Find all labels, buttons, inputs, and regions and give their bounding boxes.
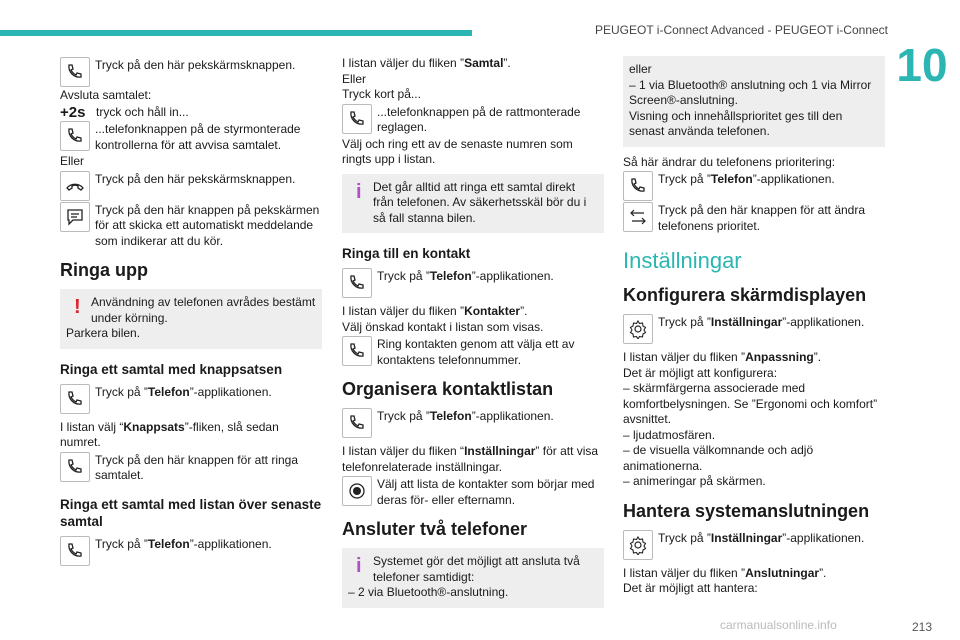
step-text: Tryck på ”Inställningar”-applikationen. bbox=[658, 530, 865, 545]
subsection-title: Ringa ett samtal med knappsatsen bbox=[60, 361, 283, 377]
phone-icon bbox=[60, 57, 90, 87]
info-text: Systemet gör det möjligt att ansluta två telefoner samtidigt: bbox=[373, 554, 580, 584]
gear-icon bbox=[623, 314, 653, 344]
gear-icon bbox=[623, 530, 653, 560]
step-text: Tryck på den här pekskärmsknappen. bbox=[95, 58, 296, 72]
swap-arrows-icon bbox=[623, 202, 653, 232]
step-text: Tryck på den här knappen för att ändra telefonens prioritet. bbox=[658, 203, 866, 233]
subsection-title: Ringa till en kontakt bbox=[342, 246, 471, 261]
warning-icon: ! bbox=[74, 296, 81, 318]
step-text: ...telefonknappen på de rattmonterade reglagen. bbox=[377, 104, 581, 134]
step-row bbox=[623, 314, 885, 344]
option-1: – skärmfärgerna associerade med komfortbelysningen. Se ”Ergonomi och komfort” avsnittet. bbox=[623, 381, 878, 426]
info-text: Det går alltid att ringa ett samtal direkt från telefonen. Av säkerhetsskäl bör du i så fall stanna bilen. bbox=[373, 179, 587, 225]
phone-icon bbox=[342, 268, 372, 298]
chapter-section-title: Inställningar bbox=[623, 248, 742, 273]
phone-icon bbox=[342, 408, 372, 438]
option-4: – animeringar på skärmen. bbox=[623, 474, 766, 488]
or-label: Eller bbox=[60, 154, 85, 168]
step-text: Tryck på ”Telefon”-applikationen. bbox=[377, 269, 554, 283]
column-2 bbox=[342, 56, 604, 616]
header-accent-bar bbox=[0, 30, 472, 36]
or-label: Eller bbox=[342, 71, 367, 86]
message-icon bbox=[60, 202, 90, 232]
column-3 bbox=[623, 56, 885, 597]
phone-icon bbox=[623, 171, 653, 201]
phone-icon bbox=[60, 384, 90, 414]
step-row bbox=[342, 336, 604, 368]
priority-text: Så här ändrar du telefonens prioritering: bbox=[623, 154, 836, 169]
hang-up-icon bbox=[60, 171, 90, 201]
keypad-text: I listan välj “Knappsats”-fliken, slå sedan numret. bbox=[60, 419, 279, 449]
info-text: eller bbox=[629, 62, 652, 76]
step-text: Tryck på den här knappen för att ringa samtalet. bbox=[95, 452, 299, 482]
watermark: carmanualsonline.info bbox=[720, 618, 837, 632]
contacts-tab-text: I listan väljer du fliken ”Kontakter”. bbox=[342, 304, 528, 318]
step-text: Tryck på ”Telefon”-applikationen. bbox=[95, 384, 272, 399]
step-row bbox=[60, 202, 322, 250]
step-row bbox=[623, 171, 885, 201]
can-configure-text: Det är möjligt att konfigurera: bbox=[623, 365, 778, 380]
settings-tab-text: I listan väljer du fliken “Inställningar” för att visa telefonrelaterade inställningar. bbox=[342, 444, 599, 474]
select-contact-text: Välj önskad kontakt i listan som visas. bbox=[342, 319, 544, 334]
step-row bbox=[60, 384, 322, 414]
info-text-2: – 1 via Bluetooth® anslutning och 1 via Mirror Screen®-anslutning. bbox=[629, 77, 872, 107]
section-title: Ansluter två telefoner bbox=[342, 519, 528, 539]
chapter-number: 10 bbox=[896, 39, 948, 91]
step-text: Tryck på ”Telefon”-applikationen. bbox=[658, 172, 835, 186]
step-row bbox=[60, 57, 322, 87]
phone-icon bbox=[60, 121, 90, 151]
step-row bbox=[60, 105, 322, 121]
step-row bbox=[342, 476, 604, 508]
info-text-3: Visning och innehållsprioritet ges till den senast använda telefonen. bbox=[629, 108, 843, 138]
info-icon: i bbox=[356, 555, 362, 577]
warning-note bbox=[60, 289, 322, 349]
option-2: – ljudatmosfären. bbox=[623, 427, 716, 442]
phone-icon bbox=[342, 104, 372, 134]
warning-text: Användning av telefonen avrådes bestämt under körning. bbox=[91, 295, 316, 325]
section-title: Hantera systemanslutningen bbox=[623, 500, 870, 521]
page-header-title: PEUGEOT i-Connect Advanced - PEUGEOT i-Connect bbox=[594, 23, 888, 37]
step-row bbox=[342, 408, 604, 438]
connections-tab-text: I listan väljer du fliken ”Anslutningar”. bbox=[623, 565, 827, 580]
info-note bbox=[342, 548, 604, 608]
choose-text: Välj och ring ett av de senaste numren som ringts upp i listan. bbox=[342, 136, 573, 166]
step-row bbox=[623, 202, 885, 234]
step-text: Ring kontakten genom att välja ett av kontaktens telefonnummer. bbox=[377, 337, 575, 367]
info-note bbox=[342, 174, 604, 234]
option-3: – de visuella välkomnande och adjö animationerna. bbox=[623, 443, 814, 473]
step-row bbox=[60, 452, 322, 484]
manage-text: Det är möjligt att hantera: bbox=[623, 581, 758, 595]
phone-icon bbox=[60, 452, 90, 482]
tab-text: I listan väljer du fliken ”Samtal”. bbox=[342, 56, 511, 70]
end-call-label: Avsluta samtalet: bbox=[60, 88, 152, 102]
page-number: 213 bbox=[911, 619, 932, 634]
section-title: Organisera kontaktlistan bbox=[342, 379, 554, 399]
adjust-tab-text: I listan väljer du fliken ”Anpassning”. bbox=[623, 350, 822, 364]
phone-icon bbox=[342, 336, 372, 366]
step-text: Tryck på den här pekskärmsknappen. bbox=[95, 171, 296, 186]
step-row bbox=[623, 530, 885, 560]
step-row bbox=[60, 121, 322, 153]
step-text: Tryck på ”Telefon”-applikationen. bbox=[377, 409, 554, 423]
step-row bbox=[342, 268, 604, 298]
warning-text-2: Parkera bilen. bbox=[66, 326, 141, 340]
step-text: tryck och håll in... bbox=[96, 104, 189, 119]
info-text-2: – 2 via Bluetooth®-anslutning. bbox=[348, 585, 509, 599]
step-text: ...telefonknappen på de styrmonterade kontrollerna för att avvisa samtalet. bbox=[95, 122, 301, 152]
phone-icon bbox=[60, 536, 90, 566]
step-text: Tryck på ”Inställningar”-applikationen. bbox=[658, 315, 865, 329]
section-title: Konfigurera skärmdisplayen bbox=[623, 285, 867, 305]
step-row bbox=[342, 104, 604, 136]
step-row bbox=[60, 536, 322, 566]
step-text: Tryck på den här knappen på pekskärmen för att skicka ett automatiskt meddelande som indikerar att du kör. bbox=[95, 202, 320, 248]
info-icon: i bbox=[356, 180, 362, 203]
step-row bbox=[60, 171, 322, 201]
short-press-label: Tryck kort på... bbox=[342, 87, 421, 101]
hold-2s-icon: +2s bbox=[60, 103, 86, 121]
info-note-continued bbox=[623, 56, 885, 147]
step-text: Tryck på ”Telefon”-applikationen. bbox=[95, 536, 272, 551]
subsection-title: Ringa ett samtal med listan över senaste samtal bbox=[60, 496, 322, 529]
radio-selected-icon bbox=[342, 476, 372, 506]
column-1 bbox=[60, 56, 322, 567]
step-text: Välj att lista de kontakter som börjar med deras för- eller efternamn. bbox=[377, 477, 595, 507]
section-title: Ringa upp bbox=[60, 260, 148, 280]
